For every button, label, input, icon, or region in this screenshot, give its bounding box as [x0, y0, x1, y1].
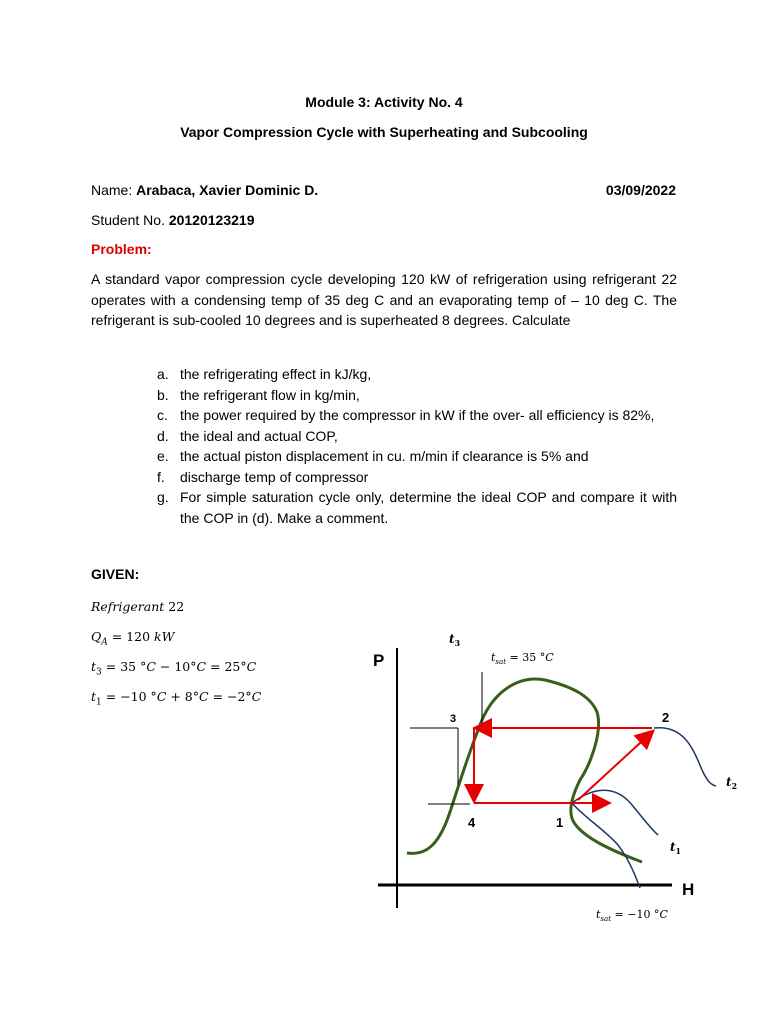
tsat-low-label: $t_{sat} = -10$ °C [596, 908, 668, 923]
student-number-label: Student No. [91, 212, 165, 228]
t3-label: $t_3$ [449, 632, 461, 648]
point-2-label: 2 [662, 710, 670, 725]
module-heading: Module 3: Activity No. 4 [305, 94, 463, 110]
point-3-label: 3 [450, 713, 457, 725]
question-letter: f. [157, 468, 165, 485]
point-4-label: 4 [468, 815, 476, 830]
question-text: the actual piston displacement in cu. m/min if clearance is 5% and [180, 448, 589, 464]
question-letter: d. [157, 427, 169, 444]
t1-label: $t_1$ [670, 840, 682, 856]
tsat-high-label: $t_{sat} = 35$ °C [491, 651, 554, 666]
point-1-label: 1 [556, 815, 564, 830]
given-refrigerant: Refrigerant 22 [91, 599, 185, 614]
question-text: discharge temp of compressor [180, 468, 369, 485]
question-letter: g. [157, 489, 169, 505]
question-text: the refrigerant flow in kg/min, [180, 386, 360, 403]
given-heat-load: $Q_A = 120$ kW [91, 629, 175, 648]
question-text: the ideal and actual COP, [180, 427, 338, 444]
question-letter: c. [157, 407, 168, 423]
problem-heading: Problem: [91, 241, 152, 257]
question-letter: b. [157, 386, 169, 403]
given-heading: GIVEN: [91, 566, 140, 582]
isotherm-t1 [572, 790, 658, 835]
given-t1: $t_1 = -10$ °C + 8°C = −2°C [91, 689, 262, 708]
name-label: Name: [91, 182, 133, 198]
student-number: 20120123219 [168, 212, 255, 228]
student-name: Arabaca, Xavier Dominic D. [136, 182, 319, 198]
question-text: the refrigerating effect in kJ/kg, [180, 366, 372, 382]
question-letter: e. [157, 448, 169, 464]
axis-label-p: P [373, 651, 385, 670]
given-t3: $t_3 = 35$ °C − 10°C = 25°C [91, 659, 257, 678]
axis-label-h: H [682, 880, 695, 899]
submission-date: 03/09/2022 [605, 182, 676, 198]
document-title: Vapor Compression Cycle with Superheating and Subcooling [180, 124, 588, 140]
problem-statement: A standard vapor compression cycle developing 120 kW of refrigeration using refrigerant 22 operates with a condensing temp of 35 deg C and an evaporating temp of – 10 deg C. The refrigerant is sub-cooled 10 degrees and is superheated 8 degrees. Calculate [91, 271, 677, 329]
question-text: For simple saturation cycle only, determine the ideal COP and compare it with the COP in (d). Make a comment. [180, 489, 677, 526]
question-text: the power required by the compressor in kW if the over- all efficiency is 82%, [180, 407, 655, 423]
question-letter: a. [157, 366, 169, 382]
t2-label: $t_2$ [726, 775, 738, 791]
isotherm-t2 [654, 728, 716, 786]
